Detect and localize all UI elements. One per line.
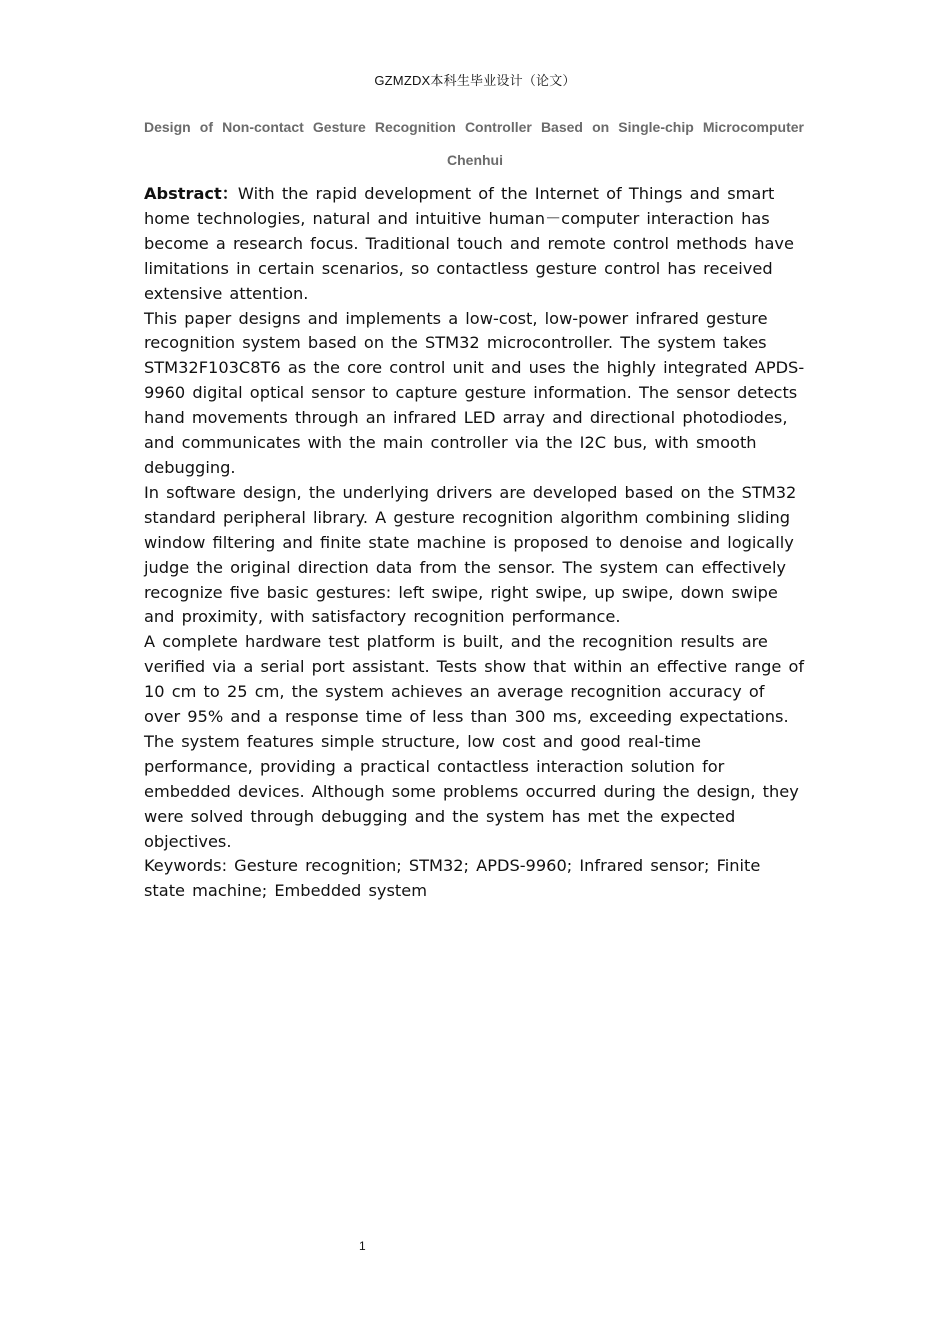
author-name: Chenhui xyxy=(447,152,503,168)
keywords-line: Keywords: Gesture recognition; STM32; APDS-9960; Infrared sensor; Finite state machine; Embedded system xyxy=(144,856,761,901)
abstract-paragraph-3: In software design, the underlying drivers are developed based on the STM32 standard peripheral library. A gesture recognition algorithm combining sliding window filtering and finite state machine is proposed to denoise and logically judge the original direction data from the sensor. The system can effectively recognize five basic gestures: left swipe, right swipe, up swipe, down swipe and proximity, with satisfactory recognition performance. xyxy=(144,482,797,627)
abstract-section xyxy=(144,182,806,904)
abstract-paragraph-1 xyxy=(144,182,806,307)
english-title: Design of Non-contact Gesture Recognition Controller Based on Single-chip Microcomputer xyxy=(144,119,804,135)
abstract-label: Abstract： xyxy=(144,184,238,203)
running-header: GZMZDX本科生毕业设计（论文） xyxy=(374,73,576,88)
abstract-paragraph-1-text: With the rapid development of the Internet of Things and smart home technologies, natural and intuitive human－computer interaction has become a research focus. Traditional touch and remote control methods have limitations in certain scenarios, so contactless gesture control has received extensive attention. xyxy=(144,184,794,303)
abstract-paragraph-2: This paper designs and implements a low-cost, low-power infrared gesture recognition system based on the STM32 microcontroller. The system takes STM32F103C8T6 as the core control unit and uses the highly integrated APDS-9960 digital optical sensor to capture gesture information. The sensor detects hand movements through an infrared LED array and directional photodiodes, and communicates with the main controller via the I2C bus, with smooth debugging. xyxy=(144,308,805,477)
abstract-paragraph-4: A complete hardware test platform is built, and the recognition results are verified via a serial port assistant. Tests show that within an effective range of 10 cm to 25 cm, the system achieves an average recognition accuracy of over 95% and a response time of less than 300 ms, exceeding expectations. The system features simple structure, low cost and good real-time performance, providing a practical contactless interaction solution for embedded devices. Although some problems occurred during the design, they were solved through debugging and the system has met the expected objectives. xyxy=(144,632,805,851)
page-number: 1 xyxy=(359,1239,366,1253)
